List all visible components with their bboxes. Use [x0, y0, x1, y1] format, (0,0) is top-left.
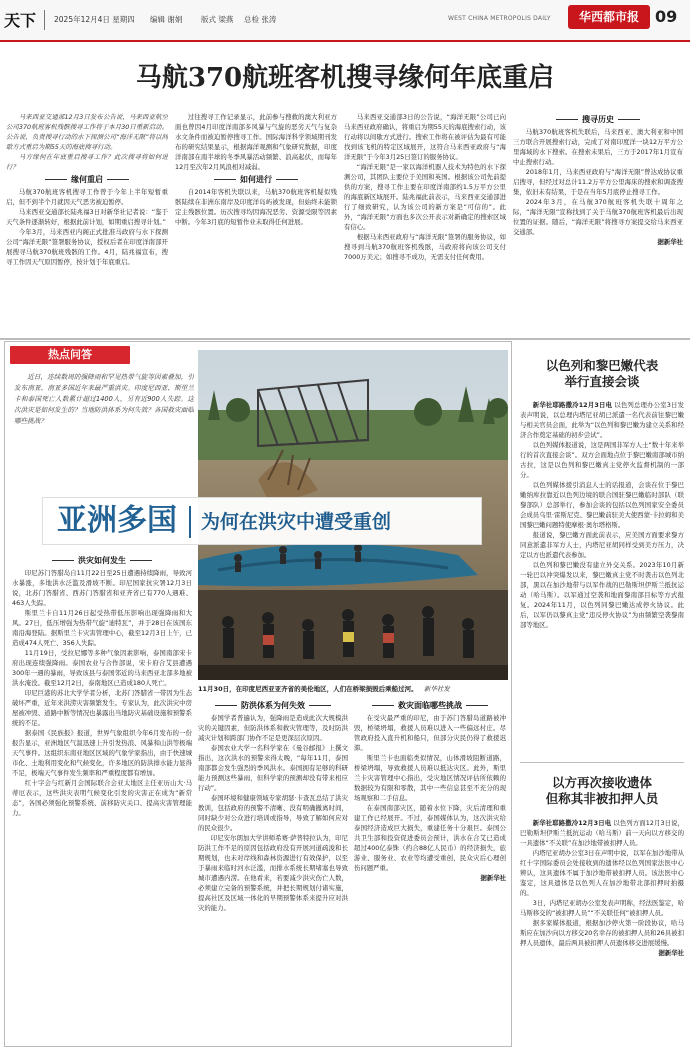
right-separator: [520, 762, 684, 763]
paper-logo-text: 华西都市报: [578, 10, 639, 24]
mh370-credit: 据新华社: [657, 238, 683, 246]
issue-date: 2025年12月4日 星期四: [54, 15, 135, 24]
page-number: 09: [655, 7, 678, 26]
mh370-column-4: [513, 112, 683, 334]
photo-caption-text: 11月30日，在印度尼西亚亚齐省的美伦地区，人们在桥梁损毁后乘船过河。: [198, 685, 418, 693]
israel-lebanon-para: 以色列总理办公室3日发表声明说，以总理内塔尼亚胡已派遣一名代表前往黎巴嫩与相关官员会面，此举为“以色列和黎巴嫩为建立关系和经济合作奠定基础的初步尝试”。: [520, 401, 684, 439]
hostage-headline-l1: 以方再次接收遗体: [551, 775, 652, 790]
hostage-para: 3日，内塔尼亚胡办公室发表声明称，经法医鉴定，哈马斯移交的“被扣押人员”“不关联任何”被扣押人员。: [520, 899, 684, 917]
flood-heading-how: 洪灾如何发生: [12, 556, 192, 566]
masthead: [0, 0, 690, 42]
flood-para: 斯里兰卡自11月26日起受热带低压影响出现强降雨和大风。27日，低压增强为热带气旋“迪特瓦”，并于28日在该国东南沿海登陆。据斯里兰卡灾害管理中心，截至12月3日上午，已造成474人死亡、356人失踪。: [12, 609, 192, 647]
israel-lebanon-para: 报道说，黎巴嫩方面此前表示，应美国方面要求黎方同意派遣非军方人士，内塔尼亚胡同样受到美方压力，决定以方也派遣代表参加。: [520, 531, 684, 559]
mh370-para: 今年3月，马来西亚内阁正式批准马政府与水下探测公司“海洋无限”签署服务协议，授权后者在印度洋南部开展搜寻马航370航班残骸的工作。4月，陆兆福宣布，搜寻工作因天气原因暂停，按计划于年底重启。: [6, 228, 168, 266]
hostage-para: 据多家媒体报道，根据加沙停火第一阶段协议，哈马斯应在加沙向以方移交20名幸存的被扣押人员和26具被扣押人员遗体，最后两具被扣押人员遗体移交进展缓慢。: [520, 919, 684, 947]
mh370-para: 马来西亚交通部长陆兆福3日对新华社记者说：“鉴于天气条件逐渐转好，根据此前计划，如期重启搜寻计划。”: [6, 208, 168, 226]
mh370-para: 2024年3月，在马航370航班客机失联十周年之际，“海洋无限”宣称找到了关于马航370航班客机最后出现位置的证据。随后，“海洋无限”将搜寻方案提交给马来西亚交通部。: [513, 198, 683, 236]
editor-credit: 编辑 谢娟: [150, 15, 183, 24]
israel-lebanon-headline-l2: 举行直接会谈: [564, 374, 640, 389]
photo-credit: 新华社发: [423, 685, 450, 693]
paper-logo: [568, 5, 650, 29]
photo-caption: [198, 682, 508, 696]
flood-intro: [14, 372, 194, 462]
mh370-heading-why: 缘何重启: [6, 175, 168, 185]
flood-heading-failure: 防洪体系为何失效: [198, 701, 348, 711]
mh370-para: “海洋无限”是一家以海洋机器人技术为特色的水下探测公司，其团队主要位于美国和英国。根据该公司先前提供的方案，搜寻工作主要在印度洋南部约1.5万平方公里的海底新区域展开。陆兆福此前表示，马来西亚交通部进行了细致研究，认为该公司的新方案是“可信的”。此外，“海洋无限”方面也多次公开表示对新确定的搜索区域有信心。: [344, 163, 506, 231]
israel-lebanon-headline-l1: 以色列和黎巴嫩代表: [545, 358, 659, 373]
flood-column-1: [12, 553, 192, 1043]
flood-headline-divider: [189, 506, 191, 538]
mh370-column-1: [6, 112, 168, 334]
flood-para: 泰国学者普遍认为，强降雨是造成此次大规模洪灾的关键因素，但防洪体系和救灾管理等，及时防洪减灾计划和跨部门协作不足是更深层次原因。: [198, 714, 348, 742]
mh370-column-2: [175, 112, 337, 334]
flood-para: 印尼安尔朗加大学讲师希赛·萨普特拉认为，印尼防洪工作不足的原因包括政府没有开展河道疏浚和长期规划，也未对岸线和森林资源进行有效保护，以至于暴雨来临时河水泛滥，而排水系统长期堵塞也导致城市遭遇内涝。在他看来，若要减少洪灾伤亡人数，必须建立完备的预警系统，并把长期规划付诸实施，提高社区及区域一体化的早期预警体系来提升应对洪灾的能力。: [198, 834, 348, 912]
israel-lebanon-para: 以色列和黎巴嫩没有建立外交关系。2023年10月新一轮巴以冲突爆发以来，黎巴嫩真主党不时袭击以色列北部，黑以在加沙地带与以军作战的巴勒斯坦伊斯兰抵抗运动（哈马斯）。以军通过空袭和地面黎南部目标等方式报复。2024年11月，以色列同黎巴嫩达成停火协议。此后，以军仍以黎真主党“违反停火协议”为由频繁空袭黎南部等地区。: [520, 561, 684, 629]
flood-para: 在泰国南部灾区，随着水位下降，灾后清理和重建工作已经展开。不过，泰国媒体认为，这次洪灾给泰国经济造成巨大损失，重建任务十分艰巨。泰国公共卫生部和投资促进委员会预计，洪水在合艾已造成超过400亿泰铢（约合88亿人民币）的经济损失，旅游业、服务业、农业等均遭受重创，民众灾后心理创伤问题严重。: [354, 804, 506, 872]
flood-para: 据泰国《民族报》报道，世界气象组织今年6月发布的一份报告显示，亚洲地区气温迅速上升引发热浪、风暴和山洪等极端天气事件。这组织东南亚地区区域的气象学家指出，由于快速城市化、土地利用变化和气候变化，许多地区的防洪排水能力显得不足，极端天气事件发生频率和严重程度都有增加。: [12, 729, 192, 777]
israel-lebanon-para: 以色列媒体报道说，这是两国非军方人士“数十年来举行的首次直接会谈”。双方会面地点位于黎巴嫩南部城市纳古拉，这是以色列和黎巴嫩真主党停火监督机制的一部分。: [520, 441, 684, 479]
qa-tag: [10, 346, 130, 364]
designer-credit: 版式 梁燕: [201, 15, 234, 24]
hostage-headline: [520, 775, 684, 811]
mh370-para: 马航370航班客机搜寻工作曾于今年上半年短暂重启，但不到半个月就因天气恶劣被迫暂停。: [6, 188, 168, 206]
flood-para: 红十字会与红新月会国际联合会亚太地区主任亚历山大·马蒂厄表示，这些洪灾表明气候变化引发的灾害正在成为“新常态”，各国必须强化预警系统、前移防灾关口、提高灾害管理能力。: [12, 779, 192, 817]
flood-para: 印尼巨港的苏北大学学者分析，北苏门答腊省一带因为生态破坏严重，近年来洪涝灾害频繁发生。专家认为，此次洪灾中房屋被冲毁、道路中断等情况也暴露出当地防灾基础设施和预警系统的不足。: [12, 689, 192, 727]
hostage-para: 内塔尼亚胡办公室3日在声明中说，以军在加沙地带从红十字国际委员会处接收到的遗体经以色列国家法医中心辨认，这具遗体不属于加沙地带被扣押人员。该法医中心鉴定，这具遗体是以色列人在加沙地带北部扣押时拍摄的。: [520, 849, 684, 897]
israel-lebanon-headline: [520, 358, 684, 394]
flood-headline-b: 为何在洪灾中遭受重创: [201, 511, 392, 533]
mh370-para: 自2014年客机失联以来，马航370航班客机疑似残骸陆续在非洲东南岸及印度洋岛屿被发现，但始终未能锁定主残骸位置。历次搜寻均因海况恶劣、资源受限等因素中断。今年3月底的短暂作业未取得任何进展。: [175, 188, 337, 226]
mh370-heading-history: 搜寻历史: [513, 115, 683, 125]
mh370-column-3: [344, 112, 506, 334]
english-masthead: WEST CHINA METROPOLIS DAILY: [448, 15, 551, 22]
israel-lebanon-para: 以色列媒体援引消息人士的话报道，会谈在位于黎巴嫩纳库拉靠近以色列边境的联合国驻黎巴嫩临时部队（联黎部队）总部举行，参加会谈的包括以色列国家安全委员会成员乌里·雷斯尼克、黎巴嫩前驻美大使西蒙·卡拉姆和美国黎巴嫩问题特使摩根·奥尔塔格斯。: [520, 481, 684, 529]
mh370-heading-how: 如何进行: [175, 175, 337, 185]
section-separator: [0, 338, 690, 340]
hostage-dateline: 新华社耶路撒冷12月3日电: [532, 819, 612, 827]
flood-para: 在受灾最严重的印尼，由于苏门答腊岛道路被冲毁，桥梁坍塌，救援人员难以进入一些偏远村庄。尽管政府投入直升机和船只，但部分灾民仍得了救援迟滞。: [354, 714, 506, 752]
mh370-headline: 马航370航班客机搜寻缘何年底重启: [135, 63, 555, 93]
hostage-para: 以色列方面12月3日说，巴勒斯坦伊斯兰抵抗运动（哈马斯）前一天向以方移交的一具遗体“不关联”在加沙地带被扣押人员。: [520, 819, 684, 847]
proof-credit: 总检 张涛: [244, 15, 277, 24]
mh370-para: 根据马来西亚政府与“海洋无限”签署的服务协议，如搜寻到马航370航班客机残骸，马政府将向该公司支付7000万美元；如搜寻不成功，无需支付任何费用。: [344, 233, 506, 261]
flood-column-3: [354, 698, 506, 1043]
section-label: 天下: [4, 11, 37, 30]
flood-intro-text: 近日，连续数周的强降雨和罕见热带气旋等因素叠加，引发东南亚、南亚多国近年来最严重洪灾。印度尼西亚、斯里兰卡和泰国死亡人数累计超过1400人，另有近900人失踪。这次洪灾是如何发生的？当地防洪体系为何失效？各国救灾面临哪些挑战？: [14, 373, 194, 425]
flood-heading-challenges: 救灾面临哪些挑战: [354, 701, 506, 711]
qa-tag-label: 热点问答: [48, 348, 92, 361]
mh370-lead-2: 马方缘何在年底重启搜寻工作？此次搜寻将如何进行？: [6, 153, 168, 171]
mh370-para: 2018年1月，马来西亚政府与“海洋无限”曾达成协议重启搜寻，但经过对总计11.2万平方公里海床的搜索和调查搜集，依旧未有结果，于是在当年5月底停止搜寻工作。: [513, 168, 683, 196]
flood-para: 11月19日，受拉尼娜等多种气象因素影响，泰国南部宋卡府出现连续强降雨。泰国农业与合作部说，宋卡府合艾县遭遇300年一遇的暴雨，导致该县与泰国邻近的马来西亚北部多地被洪水淹没。截至12月2日，泰南地区已造成180人死亡。: [12, 649, 192, 687]
section-divider: [44, 10, 45, 30]
mh370-para: 过往搜寻工作记录显示，此前参与搜救的澳大利亚方面也曾因4月印度洋南部多风暴与气旋的恶劣天气与复杂水文条件而被迫暂停搜寻工作。国际海洋科学领域期刊发布的研究结果显示，根据海洋观测和气象研究数据，印度洋南部在南半球的冬季风暴活动频繁、浪高起伏，而每年12月至次年2月风浪相对减弱。: [175, 113, 337, 171]
flood-para: 泰国农业大学一名科学家在《曼谷邮报》上撰文指出，这次洪水的预警来得太晚，“每年11月，泰国南部都会发生强烈的季风洪水。泰国拥有足够的科研能力预测这些暴雨，但科学家的预测却没有带来相应行动”。: [198, 744, 348, 792]
flood-credit: 据新华社: [480, 874, 506, 882]
mh370-para: 马航370航班客机失联后，马来西亚、澳大利亚和中国三方联合开展搜索行动，完成了对南印度洋一块12万平方公里海域的水下搜索。在搜索未果后，三方于2017年1月宣布中止搜索行动。: [513, 128, 683, 166]
mh370-lead-1: 马来西亚交通部12月3日发布公告说，马来西亚航空公司370航班客机残骸搜寻工作将于本月30日重新启动。公告说，负责搜寻行动的水下探测公司“海洋无限”将以间歇方式重启为期55天的海底搜寻行动。: [6, 113, 168, 151]
hostage-credit: 据新华社: [658, 949, 684, 957]
hostage-body: [520, 818, 684, 1046]
israel-lebanon-dateline: 新华社耶路撒冷12月3日电: [532, 401, 613, 409]
flood-headline-banner: [42, 497, 482, 545]
flood-para: 泰国环境和健康领域专家胡瑟·卡查瓦总结了洪灾教训，包括政府的预警不清晰、没有明确撤离时间，同时缺少对公众进行培训或指导，导致了解如何应对的民众很少。: [198, 794, 348, 832]
flood-column-2: [198, 698, 348, 1043]
flood-headline-a: 亚洲多国: [57, 503, 177, 538]
flood-para: 印尼苏门答腊岛自11月22日至25日遭遇持续降雨，导致河水暴涨，多地洪水泛滥及滑坡不断。印尼国家抗灾署12月3日说，北苏门答腊省、西苏门答腊省和亚齐省已有770人遇难、463人失踪。: [12, 569, 192, 607]
israel-lebanon-body: [520, 400, 684, 755]
mh370-para: 马来西亚交通部3日的公告说，“海洋无限”公司已向马来西亚政府确认，将重启为期55天的海底搜索行动，该行动将以间歇方式进行。搜索工作将在被评估为最有可能找到该飞机的特定区域展开，这符合马来西亚政府与“海洋无限”于今年3月25日签订的服务协议。: [344, 113, 506, 161]
flood-para: 斯里兰卡也面临类似情况，山体滑坡阻断道路，桥梁坍塌，导致救援人员难以抵达灾区。此外，斯里兰卡灾害管理中心指出，受灾地区情况评估所依赖的数据较为有限和零散，其中一些信息甚至不充分的现场观察和二手信息。: [354, 754, 506, 802]
hostage-headline-l2: 但称其非被扣押人员: [545, 791, 659, 806]
